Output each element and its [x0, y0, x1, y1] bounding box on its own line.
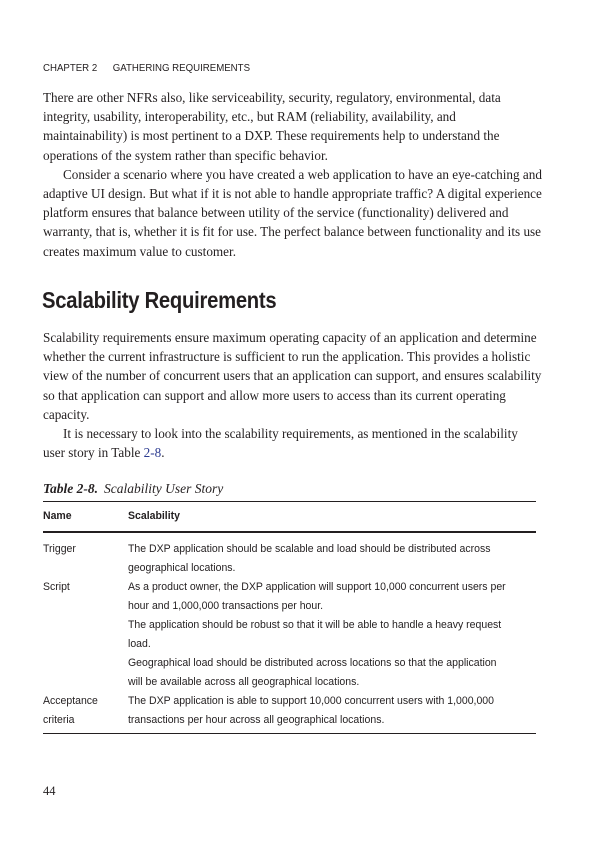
running-head	[43, 62, 250, 74]
row-value-line: The application should be robust so that it will be able to handle a heavy request	[128, 618, 502, 631]
intro-paragraph: There are other NFRs also, like serviceability, security, regulatory, environmental, data integrity, usability, interoperability, etc., but RAM (reliability, availability, and maintainability) is most pertinent to a DXP. These requirements help to understand the operations of the system rather than specific behavior.	[43, 90, 501, 163]
row-value-line: geographical locations.	[128, 561, 236, 574]
row-value-line: The DXP application should be scalable and load should be distributed across	[128, 542, 491, 555]
row-name	[43, 533, 128, 578]
table-caption	[43, 481, 223, 497]
row-value	[128, 533, 536, 578]
table-row	[43, 692, 536, 730]
column-header-name: Name	[43, 510, 72, 523]
row-name	[43, 692, 128, 730]
row-value	[128, 578, 536, 692]
section-paragraph: Scalability requirements ensure maximum operating capacity of an application and determine whether the current infrastructure is sufficient to run the application. This provides a holistic view of the number of concurrent users that an application can support, and ensures scalability so that application can support and allow more users to access than its current operating capacity.	[43, 330, 542, 422]
section-paragraph	[43, 424, 543, 462]
row-name-line: Acceptance	[43, 694, 98, 707]
row-name-line: Script	[43, 580, 70, 593]
table-caption-text: Scalability User Story	[104, 481, 224, 496]
section-text	[43, 328, 543, 462]
paragraph-text: .	[161, 445, 165, 461]
column-header-scalability: Scalability	[128, 510, 180, 523]
row-value-line: As a product owner, the DXP application will support 10,000 concurrent users per	[128, 580, 506, 593]
page-number: 44	[43, 784, 56, 798]
section-heading: Scalability Requirements	[42, 287, 277, 313]
table-bottom-rule	[43, 733, 536, 734]
user-story-table	[43, 501, 536, 734]
row-name	[43, 578, 128, 692]
row-value-line: hour and 1,000,000 transactions per hour.	[128, 599, 324, 612]
chapter-label: CHAPTER 2	[43, 62, 98, 74]
table-header-row	[43, 502, 536, 531]
table-row	[43, 578, 536, 692]
intro-text	[43, 88, 543, 261]
row-value-line: transactions per hour across all geographical locations.	[128, 713, 385, 726]
table-reference-link[interactable]: 2-8	[143, 445, 162, 461]
row-value	[128, 692, 536, 730]
chapter-title: GATHERING REQUIREMENTS	[112, 62, 251, 74]
table-row	[43, 533, 536, 578]
row-value-line: The DXP application is able to support 10,000 concurrent users with 1,000,000	[128, 694, 494, 707]
intro-paragraph: Consider a scenario where you have created a web application to have an eye-catching and adaptive UI design. But what if it is not able to handle appropriate traffic? A digital experience platform ensures that balance between utility of the service (functionality) delivered and warranty, that is, whether it is fit for use. The perfect balance between functionality and its use creates maximum value to customer.	[43, 166, 542, 259]
row-value-line: load.	[128, 637, 151, 650]
row-value-line: will be available across all geographical locations.	[128, 675, 360, 688]
row-name-line: criteria	[43, 713, 75, 726]
row-name-line: Trigger	[43, 542, 76, 555]
table-label: Table 2-8.	[43, 481, 98, 496]
row-value-line: Geographical load should be distributed across locations so that the application	[128, 656, 497, 669]
paragraph-text: It is necessary to look into the scalability requirements, as mentioned in the scalability user story in Table	[43, 426, 518, 461]
